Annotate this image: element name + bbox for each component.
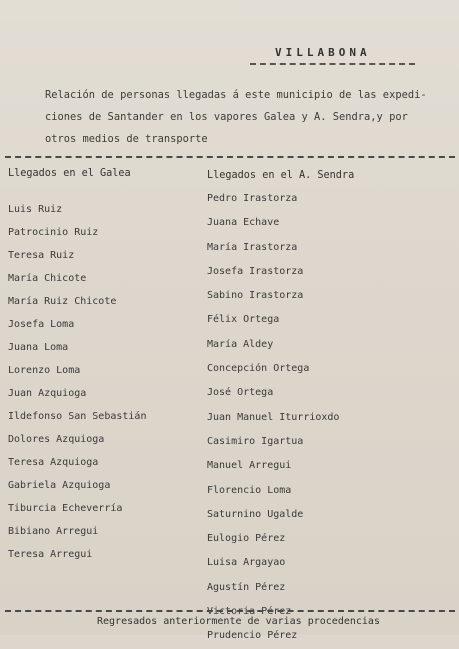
section-divider	[5, 156, 455, 158]
list-item: Pedro Irastorza	[207, 193, 298, 204]
list-item: Eulogio Pérez	[207, 533, 286, 545]
list-item: Juan Manuel Iturrioxdo	[207, 411, 340, 423]
list-item: Florencio Loma	[207, 484, 292, 496]
list-item: Victoria Pérez	[207, 606, 292, 618]
list-item: Prudencio Pérez	[207, 630, 298, 642]
list-item: Ildefonso San Sebastián	[8, 411, 147, 422]
title-underline	[250, 63, 415, 65]
list-item: Teresa Azquioga	[8, 457, 99, 468]
list-item: Dolores Azquioga	[8, 434, 105, 445]
list-item: Juana Loma	[8, 342, 69, 353]
list-item: Concepción Ortega	[207, 363, 310, 375]
list-item: Luisa Argayao	[207, 557, 286, 569]
list-item: María Irastorza	[207, 241, 298, 253]
list-item: Josefa Loma	[8, 319, 75, 330]
left-column-header: Llegados en el Galea	[8, 168, 131, 179]
list-item: Luis Ruiz	[8, 204, 63, 215]
list-item: José Ortega	[207, 387, 274, 399]
list-item: Juan Azquioga	[8, 388, 87, 399]
list-item: Lorenzo Loma	[8, 365, 81, 376]
right-name-list	[207, 187, 339, 649]
list-item: Teresa Ruiz	[8, 250, 75, 261]
list-item: Tiburcia Echeverría	[8, 503, 123, 514]
footer-divider	[5, 610, 455, 612]
list-item: Casimiro Igartua	[207, 435, 304, 447]
list-item: Teresa Arregui	[8, 549, 93, 560]
intro-line: Relación de personas llegadas á este municipio de las expedi-	[45, 89, 427, 101]
footer-text: Regresados anteriormente de varias procedencias	[97, 616, 380, 627]
intro-line: ciones de Santander en los vapores Galea y A. Sendra,y por	[45, 111, 408, 123]
list-item: Sabino Irastorza	[207, 290, 304, 302]
list-item: Félix Ortega	[207, 314, 280, 326]
list-item: María Aldey	[207, 338, 274, 350]
list-item: María Ruiz Chicote	[8, 296, 117, 307]
list-item: Agustín Pérez	[207, 581, 286, 593]
intro-paragraph	[45, 84, 455, 150]
left-name-list	[8, 198, 146, 566]
document-title: VILLABONA	[275, 46, 371, 59]
list-item: Gabriela Azquioga	[8, 480, 111, 491]
list-item: Saturnino Ugalde	[207, 508, 304, 520]
list-item: Josefa Irastorza	[207, 265, 304, 277]
list-item: María Chicote	[8, 273, 87, 284]
list-item: Bibiano Arregui	[8, 526, 99, 537]
list-item: Manuel Arregui	[207, 460, 292, 472]
list-item: Patrocinio Ruiz	[8, 227, 99, 238]
right-column-header: Llegados en el A. Sendra	[207, 170, 355, 181]
list-item: Juana Echave	[207, 217, 280, 229]
intro-line: otros medios de transporte	[45, 133, 208, 145]
